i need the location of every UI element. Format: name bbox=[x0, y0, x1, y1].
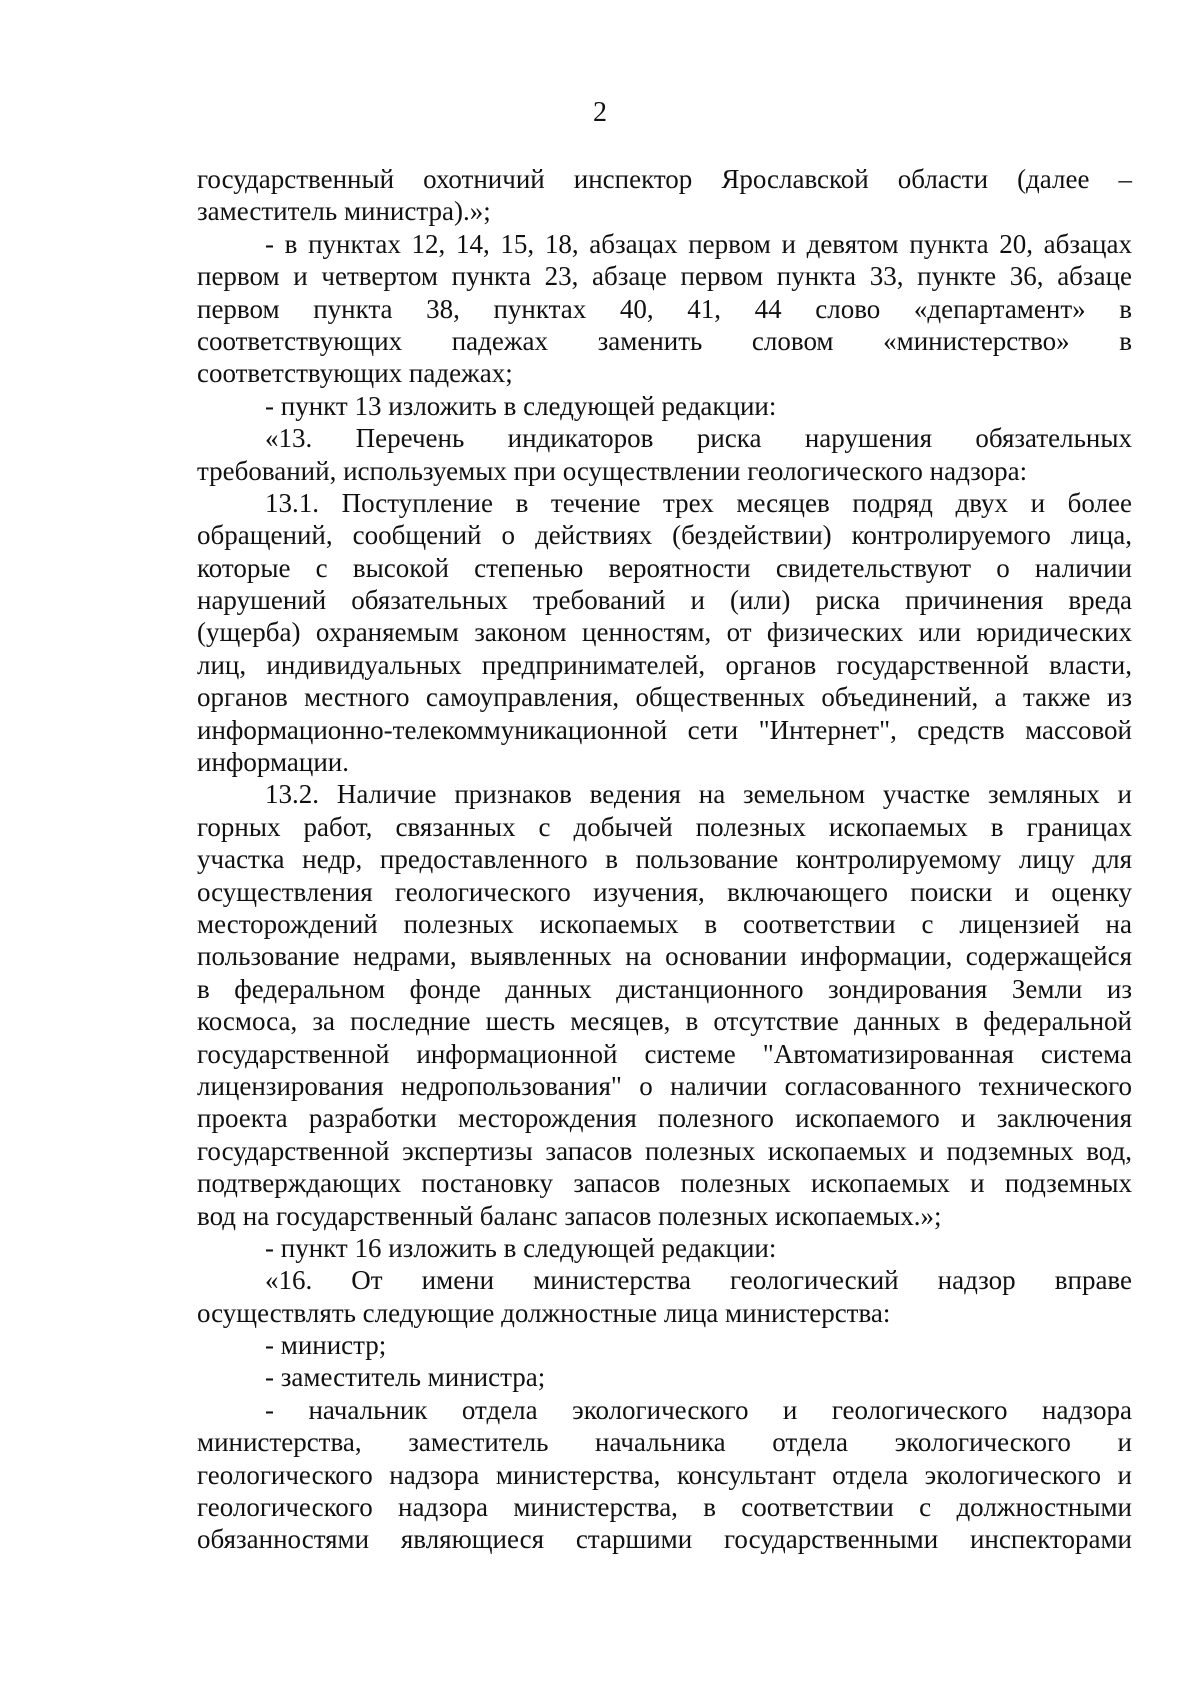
text-line: осуществления геологического изучения, включающего поиски и оценку bbox=[197, 876, 1132, 907]
text-line: геологического надзора министерства, в соответствии с должностными bbox=[197, 1492, 1132, 1523]
text-line: проекта разработки месторождения полезного ископаемого и заключения bbox=[197, 1103, 1132, 1134]
text-line: требований, используемых при осуществлении геологического надзора: bbox=[197, 455, 1028, 486]
text-line: информационно-телекоммуникационной сети "Интернет", средств массовой bbox=[197, 714, 1132, 745]
text-line: пользование недрами, выявленных на основании информации, содержащейся bbox=[197, 941, 1132, 972]
text-line: подтверждающих постановку запасов полезных ископаемых и подземных bbox=[197, 1168, 1132, 1199]
text-line: обязанностями являющиеся старшими государственными инспекторами bbox=[197, 1524, 1132, 1555]
text-line: «16. От имени министерства геологический надзор вправе bbox=[265, 1265, 1132, 1296]
text-line: - пункт 13 изложить в следующей редакции: bbox=[265, 390, 777, 421]
text-line: участка недр, предоставленного в пользование контролируемому лицу для bbox=[197, 844, 1132, 875]
text-line: первом и четвертом пункта 23, абзаце первом пункта 33, пункте 36, абзаце bbox=[197, 261, 1132, 292]
text-line: (ущерба) охраняемым законом ценностям, от физических или юридических bbox=[197, 617, 1132, 648]
text-line: вод на государственный баланс запасов полезных ископаемых.»; bbox=[197, 1200, 942, 1231]
text-line: 13.1. Поступление в течение трех месяцев подряд двух и более bbox=[265, 487, 1132, 518]
text-line: - министр; bbox=[265, 1330, 387, 1361]
text-line: заместитель министра).»; bbox=[197, 196, 491, 227]
text-line: «13. Перечень индикаторов риска нарушения обязательных bbox=[265, 423, 1132, 454]
page-number: 2 bbox=[593, 97, 607, 128]
text-line: 13.2. Наличие признаков ведения на земельном участке земляных и bbox=[265, 779, 1132, 810]
text-line: - заместитель министра; bbox=[265, 1362, 546, 1393]
text-line: нарушений обязательных требований и (или) риска причинения вреда bbox=[197, 585, 1132, 616]
text-line: космоса, за последние шесть месяцев, в отсутствие данных в федеральной bbox=[197, 1006, 1132, 1037]
text-line: в федеральном фонде данных дистанционного зондирования Земли из bbox=[197, 973, 1132, 1004]
text-line: государственной информационной системе "Автоматизированная система bbox=[197, 1038, 1132, 1069]
document-body bbox=[197, 163, 1132, 1556]
text-line: органов местного самоуправления, общественных объединений, а также из bbox=[197, 682, 1132, 713]
text-line: министерства, заместитель начальника отдела экологического и bbox=[197, 1427, 1132, 1458]
text-line: месторождений полезных ископаемых в соответствии с лицензией на bbox=[197, 908, 1132, 939]
text-line: геологического надзора министерства, консультант отдела экологического и bbox=[197, 1459, 1132, 1490]
text-line: горных работ, связанных с добычей полезных ископаемых в границах bbox=[197, 811, 1132, 842]
text-line: - пункт 16 изложить в следующей редакции: bbox=[265, 1232, 777, 1263]
text-line: лиц, индивидуальных предпринимателей, органов государственной власти, bbox=[197, 649, 1132, 680]
text-line: обращений, сообщений о действиях (бездействии) контролируемого лица, bbox=[197, 520, 1132, 551]
text-line: осуществлять следующие должностные лица министерства: bbox=[197, 1297, 891, 1328]
text-line: - начальник отдела экологического и геологического надзора bbox=[265, 1394, 1132, 1425]
text-line: - в пунктах 12, 14, 15, 18, абзацах первом и девятом пункта 20, абзацах bbox=[265, 228, 1132, 259]
text-line: государственный охотничий инспектор Ярославской области (далее – bbox=[197, 164, 1132, 194]
text-line: которые с высокой степенью вероятности свидетельствуют о наличии bbox=[197, 552, 1132, 583]
text-line: информации. bbox=[197, 747, 349, 778]
text-line: соответствующих падежах; bbox=[197, 358, 513, 389]
text-line: первом пункта 38, пунктах 40, 41, 44 слово «департамент» в bbox=[197, 293, 1132, 324]
text-line: государственной экспертизы запасов полезных ископаемых и подземных вод, bbox=[197, 1135, 1132, 1166]
text-line: лицензирования недропользования" о наличии согласованного технического bbox=[197, 1070, 1132, 1101]
text-line: соответствующих падежах заменить словом «министерство» в bbox=[197, 325, 1132, 356]
